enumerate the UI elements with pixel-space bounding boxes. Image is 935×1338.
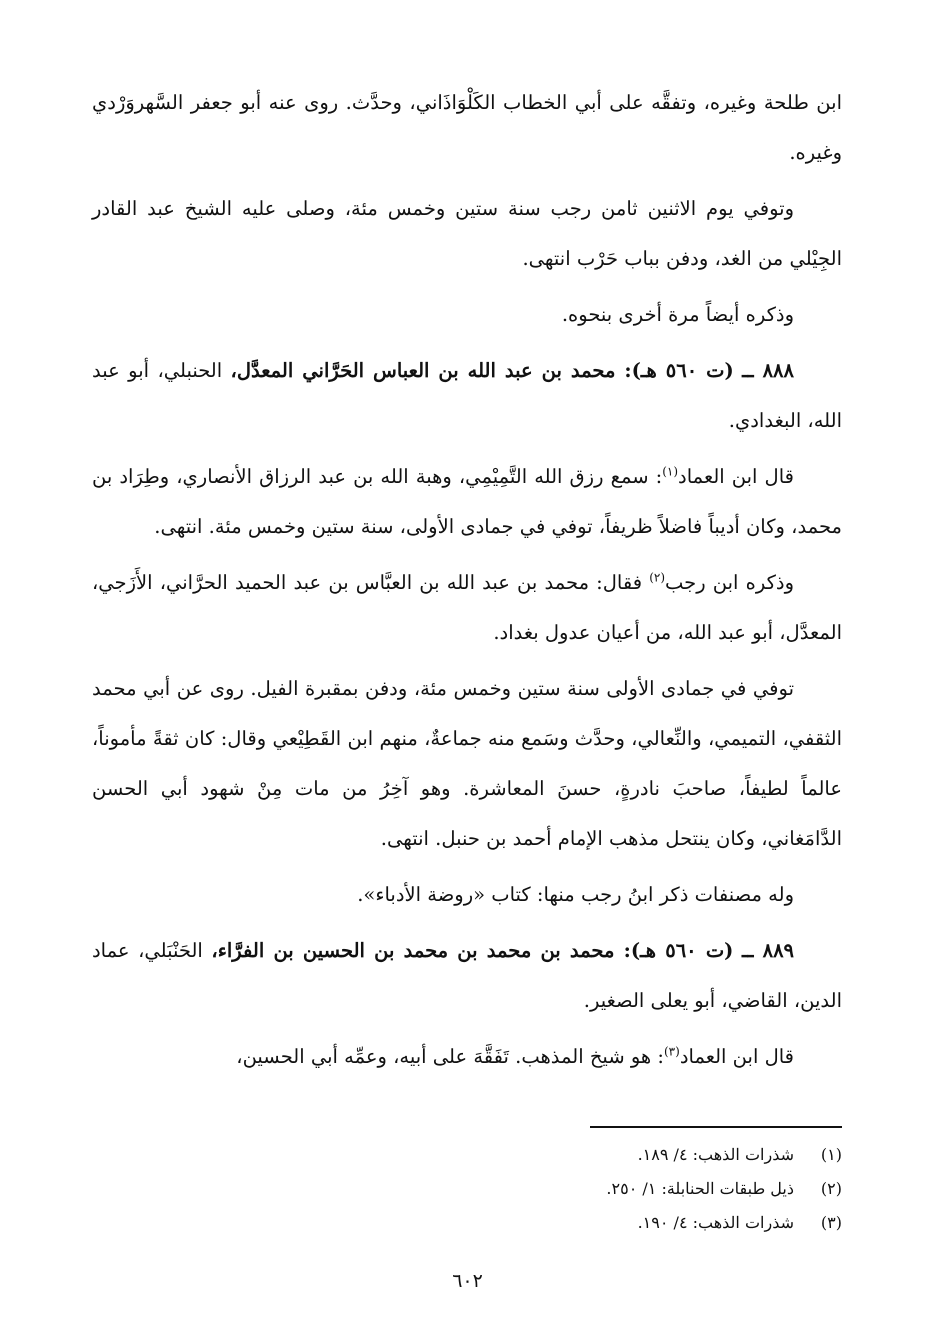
paragraph-1 <box>92 78 842 178</box>
footnote-ref-1: (١) <box>662 464 679 479</box>
paragraph-5-lead: قال ابن العماد <box>678 465 794 488</box>
footnotes <box>92 1138 842 1240</box>
paragraph-6-text: فقال: محمد بن عبد الله بن العبَّاس بن عبد الحميد الحرَّاني، الأَزَجي، المعدَّل، أبو عبد الله، من أعيان عدول بغداد. <box>92 571 842 644</box>
paragraph-3-text: وذكره أيضاً مرة أخرى بنحوه. <box>561 303 794 326</box>
entry-889-heading: (ت ٥٦٠ هـ): محمد بن محمد بن محمد بن الحسين بن الفرَّاء، <box>211 939 734 962</box>
footnote-3-number: (٣) <box>820 1213 842 1232</box>
paragraph-10-text: : هو شيخ المذهب. تَفَقَّهَ على أبيه، وعمِّه أبي الحسين، <box>236 1045 664 1068</box>
footnote-3 <box>92 1206 842 1240</box>
paragraph-6 <box>92 558 842 658</box>
entry-889 <box>92 926 842 1026</box>
footnote-2-number: (٢) <box>820 1179 842 1198</box>
footnote-1 <box>92 1138 842 1172</box>
entry-888-rest: الحنبلي، أبو عبد الله، البغدادي. <box>92 359 842 432</box>
paragraph-2 <box>92 184 842 284</box>
footnote-2-text: ذيل طبقات الحنابلة: ١/ ٢٥٠. <box>606 1179 794 1198</box>
paragraph-8-text: وله مصنفات ذكر ابنُ رجب منها: كتاب «روضة الأدباء». <box>357 883 794 906</box>
paragraph-5 <box>92 452 842 552</box>
paragraph-8 <box>92 870 842 920</box>
footnote-2 <box>92 1172 842 1206</box>
paragraph-7 <box>92 664 842 864</box>
paragraph-1-text: ابن طلحة وغيره، وتفقَّه على أبي الخطاب الكَلْوَاذَاني، وحدَّث. روى عنه أبو جعفر السَّهروَرْدي وغيره. <box>92 91 842 164</box>
paragraph-2-text: وتوفي يوم الاثنين ثامن رجب سنة ستين وخمس مئة، وصلى عليه الشيخ عبد القادر الجِيْلي من الغد، ودفن بباب حَرْب انتهى. <box>92 197 842 270</box>
footnote-divider <box>590 1126 842 1128</box>
footnote-1-number: (١) <box>820 1145 842 1164</box>
footnote-1-text: شذرات الذهب: ٤/ ١٨٩. <box>637 1145 794 1164</box>
entry-888-number: ٨٨٨ ــ <box>742 359 794 382</box>
paragraph-10-lead: قال ابن العماد <box>679 1045 794 1068</box>
page-body <box>92 78 842 1088</box>
entry-888 <box>92 346 842 446</box>
paragraph-6-lead: وذكره ابن رجب <box>665 571 794 594</box>
paragraph-3 <box>92 290 842 340</box>
paragraph-5-text: : سمع رزق الله التَّمِيْمِي، وهبة الله بن عبد الرزاق الأنصاري، وطِرَاد بن محمد، وكان أديباً فاضلاً ظريفاً، توفي في جمادى الأولى، سنة ستين وخمس مئة. انتهى. <box>92 465 842 538</box>
footnote-ref-2: (٢) <box>649 570 666 585</box>
footnote-3-text: شذرات الذهب: ٤/ ١٩٠. <box>637 1213 794 1232</box>
page-number: ٦٠٢ <box>452 1270 483 1292</box>
entry-889-rest: الحَنْبَلي، عماد الدين، القاضي، أبو يعلى الصغير. <box>92 939 842 1012</box>
entry-889-number: ٨٨٩ ــ <box>742 939 795 962</box>
entry-888-heading: (ت ٥٦٠ هـ): محمد بن عبد الله بن العباس الحَرَّاني المعدَّل، <box>230 359 734 382</box>
footnote-ref-3: (٣) <box>663 1044 680 1059</box>
paragraph-7-text: توفي في جمادى الأولى سنة ستين وخمس مئة، ودفن بمقبرة الفيل. روى عن أبي محمد الثقفي، التميمي، والنِّعالي، وحدَّث وسَمع منه جماعةٌ، منهم ابن القَطِيْعي وقال: كان ثقةً مأموناً، عالماً لطيفاً، صاحبَ نادرةٍ، حسنَ المعاشرة. وهو آخِرُ من مات مِنْ شهود أبي الحسن الدَّامَغاني، وكان ينتحل مذهب الإمام أحمد بن حنبل. انتهى. <box>92 677 842 850</box>
paragraph-10 <box>92 1032 842 1082</box>
